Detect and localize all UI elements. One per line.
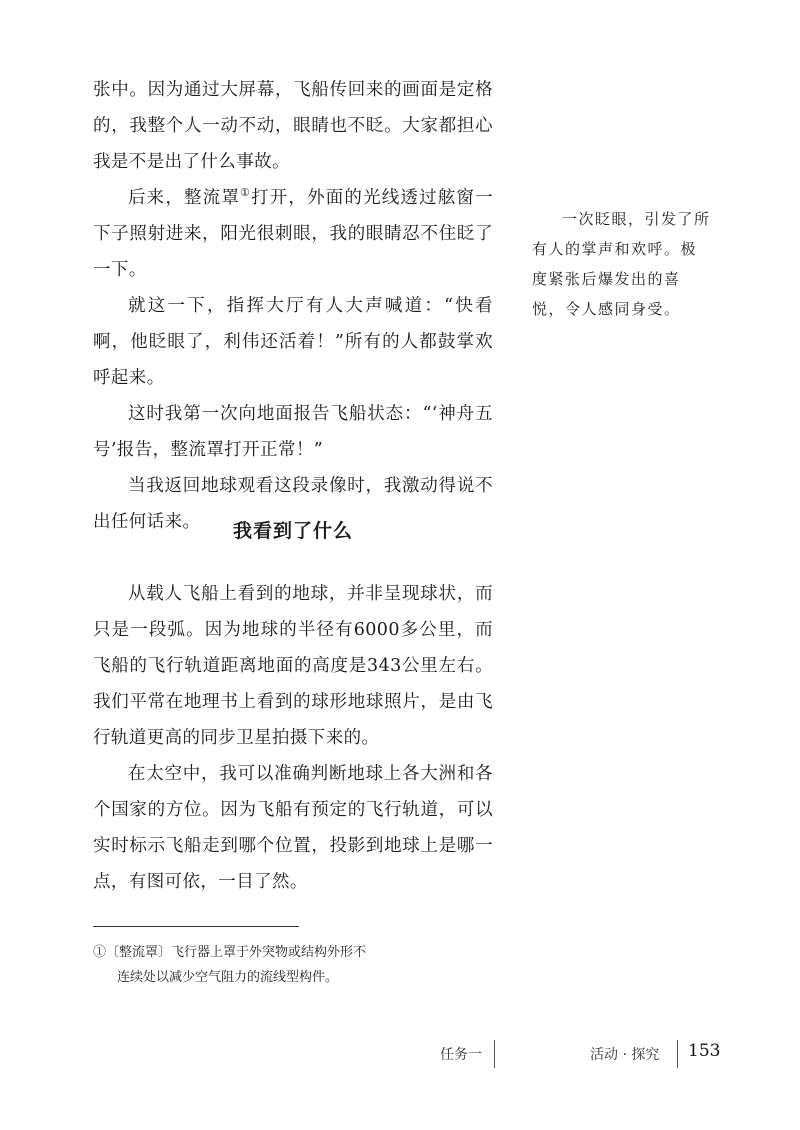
- paragraph-continued: 张中。因为通过大屏幕，飞船传回来的画面是定格的，我整个人一动不动，眼睛也不眨。大家都担心我是不是出了什么事故。: [93, 80, 493, 172]
- footer-task-label: 任务一: [440, 1047, 482, 1063]
- footnote-line-2: 连续处以减少空气阻力的流线型构件。: [117, 970, 339, 985]
- footer-divider-1: [494, 1040, 495, 1068]
- page-number: 153: [688, 1041, 721, 1061]
- footnote-line-1: ①〔整流罩〕飞行器上罩于外突物或结构外形不: [93, 945, 367, 960]
- footnote-divider: [93, 926, 299, 927]
- footer-divider-2: [677, 1040, 678, 1068]
- margin-annotation: 一次眨眼，引发了所有人的掌声和欢呼。极度紧张后爆发出的喜悦，令人感同身受。: [532, 210, 711, 318]
- footnote-reference[interactable]: ①: [240, 186, 252, 200]
- paragraph-continents: 在太空中，我可以准确判断地球上各大洲和各个国家的方位。因为飞船有预定的飞行轨道，可以实时标示飞船走到哪个位置，投影到地球上是哪一点，有图可依，一目了然。: [93, 764, 493, 892]
- footnote: [93, 940, 473, 990]
- paragraph-earth-arc: 从载人飞船上看到的地球，并非呈现球状，而只是一段弧。因为地球的半径有6000多公里，而飞船的飞行轨道距离地面的高度是343公里左右。我们平常在地理书上看到的球形地球照片，是由飞行轨道更高的同步卫星拍摄下来的。: [93, 584, 493, 748]
- section-body: [93, 576, 493, 900]
- section-heading: 我看到了什么: [232, 520, 353, 542]
- paragraph-report: 这时我第一次向地面报告飞船状态：“‘神舟五号’报告，整流罩打开正常！”: [93, 404, 493, 460]
- paragraph-fairing-open: [93, 180, 493, 288]
- footer-section-label: 活动 · 探究: [590, 1047, 660, 1063]
- paragraph-fairing-open-start: 后来，整流罩: [128, 188, 241, 208]
- paragraph-blink: 就这一下，指挥大厅有人大声喊道：“快看啊，他眨眼了，利伟还活着！”所有的人都鼓掌欢呼起来。: [93, 296, 493, 388]
- main-text-column: [93, 72, 493, 540]
- paragraph-replay: 当我返回地球观看这段录像时，我激动得说不出任何话来。: [93, 476, 493, 532]
- paragraph-fairing-open-rest: 打开，外面的光线透过舷窗一下子照射进来，阳光很刺眼，我的眼睛忍不住眨了一下。: [93, 188, 493, 280]
- page-footer: [0, 1040, 800, 1070]
